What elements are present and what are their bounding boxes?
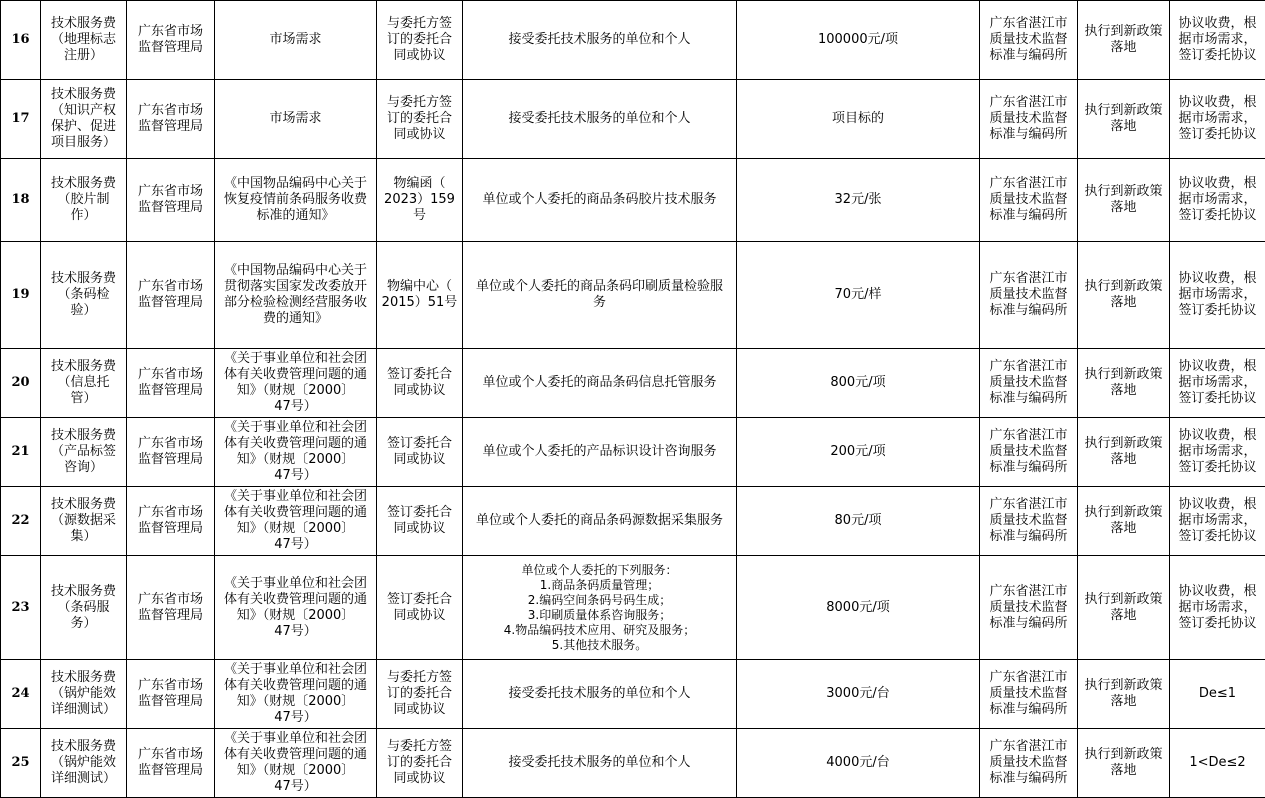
charging-unit: 广东省湛江市 质量技术监督 标准与编码所 xyxy=(980,159,1078,242)
row-number: 19 xyxy=(1,242,41,349)
row-number: 20 xyxy=(1,349,41,418)
table-row xyxy=(1,349,1265,418)
fee-item: 技术服务费 （信息托 管） xyxy=(41,349,127,418)
authority: 广东省市场 监督管理局 xyxy=(127,487,215,556)
scope: 接受委托技术服务的单位和个人 xyxy=(463,660,737,729)
document: 与委托方签 订的委托合 同或协议 xyxy=(377,1,463,80)
execution-period: 执行到新政策 落地 xyxy=(1078,80,1170,159)
charging-unit: 广东省湛江市 质量技术监督 标准与编码所 xyxy=(980,556,1078,660)
scope: 单位或个人委托的商品条码胶片技术服务 xyxy=(463,159,737,242)
document: 与委托方签 订的委托合 同或协议 xyxy=(377,729,463,798)
remark: 协议收费，根 据市场需求， 签订委托协议 xyxy=(1170,80,1265,159)
row-number: 21 xyxy=(1,418,41,487)
authority: 广东省市场 监督管理局 xyxy=(127,242,215,349)
document: 与委托方签 订的委托合 同或协议 xyxy=(377,660,463,729)
scope: 接受委托技术服务的单位和个人 xyxy=(463,729,737,798)
charging-unit: 广东省湛江市 质量技术监督 标准与编码所 xyxy=(980,1,1078,80)
basis: 《关于事业单位和社会团 体有关收费管理问题的通 知》（财规〔2000〕 47号） xyxy=(215,729,377,798)
table-row xyxy=(1,80,1265,159)
authority: 广东省市场 监督管理局 xyxy=(127,80,215,159)
authority: 广东省市场 监督管理局 xyxy=(127,556,215,660)
execution-period: 执行到新政策 落地 xyxy=(1078,729,1170,798)
remark: 协议收费，根 据市场需求， 签订委托协议 xyxy=(1170,349,1265,418)
basis: 《中国物品编码中心关于 贯彻落实国家发改委放开 部分检验检测经营服务收 费的通知》 xyxy=(215,242,377,349)
scope: 单位或个人委托的商品条码信息托管服务 xyxy=(463,349,737,418)
table-row xyxy=(1,242,1265,349)
basis: 《关于事业单位和社会团 体有关收费管理问题的通 知》（财规〔2000〕 47号） xyxy=(215,487,377,556)
document: 签订委托合 同或协议 xyxy=(377,418,463,487)
execution-period: 执行到新政策 落地 xyxy=(1078,487,1170,556)
row-number: 23 xyxy=(1,556,41,660)
row-number: 22 xyxy=(1,487,41,556)
charging-unit: 广东省湛江市 质量技术监督 标准与编码所 xyxy=(980,242,1078,349)
remark: 协议收费，根 据市场需求， 签订委托协议 xyxy=(1170,1,1265,80)
authority: 广东省市场 监督管理局 xyxy=(127,729,215,798)
basis: 《关于事业单位和社会团 体有关收费管理问题的通 知》（财规〔2000〕 47号） xyxy=(215,418,377,487)
remark: 协议收费，根 据市场需求， 签订委托协议 xyxy=(1170,487,1265,556)
table-row xyxy=(1,159,1265,242)
execution-period: 执行到新政策 落地 xyxy=(1078,556,1170,660)
basis: 《关于事业单位和社会团 体有关收费管理问题的通 知》（财规〔2000〕 47号） xyxy=(215,660,377,729)
charging-unit: 广东省湛江市 质量技术监督 标准与编码所 xyxy=(980,729,1078,798)
authority: 广东省市场 监督管理局 xyxy=(127,1,215,80)
scope: 单位或个人委托的下列服务： 1.商品条码质量管理； 2.编码空间条码号码生成； 3.印刷质量体系咨询服务； 4.物品编码技术应用、研究及服务； 5.其他技术服务。 xyxy=(463,556,737,660)
fee-standard: 3000元/台 xyxy=(737,660,980,729)
authority: 广东省市场 监督管理局 xyxy=(127,159,215,242)
fee-item: 技术服务费 （地理标志 注册） xyxy=(41,1,127,80)
scope: 接受委托技术服务的单位和个人 xyxy=(463,1,737,80)
fee-standard: 200元/项 xyxy=(737,418,980,487)
remark: 协议收费，根 据市场需求， 签订委托协议 xyxy=(1170,242,1265,349)
document: 签订委托合 同或协议 xyxy=(377,349,463,418)
row-number: 16 xyxy=(1,1,41,80)
document: 签订委托合 同或协议 xyxy=(377,556,463,660)
row-number: 25 xyxy=(1,729,41,798)
execution-period: 执行到新政策 落地 xyxy=(1078,418,1170,487)
execution-period: 执行到新政策 落地 xyxy=(1078,660,1170,729)
fee-standard: 70元/样 xyxy=(737,242,980,349)
basis: 市场需求 xyxy=(215,1,377,80)
table-row xyxy=(1,418,1265,487)
fee-item: 技术服务费 （源数据采 集） xyxy=(41,487,127,556)
remark: 协议收费，根 据市场需求， 签订委托协议 xyxy=(1170,418,1265,487)
fee-standard: 32元/张 xyxy=(737,159,980,242)
table-row xyxy=(1,729,1265,798)
table-row xyxy=(1,556,1265,660)
execution-period: 执行到新政策 落地 xyxy=(1078,1,1170,80)
remark: 1<De≤2 xyxy=(1170,729,1265,798)
fee-standard: 8000元/项 xyxy=(737,556,980,660)
fee-item: 技术服务费 （产品标签 咨询） xyxy=(41,418,127,487)
execution-period: 执行到新政策 落地 xyxy=(1078,349,1170,418)
fee-standard: 项目标的 xyxy=(737,80,980,159)
charging-unit: 广东省湛江市 质量技术监督 标准与编码所 xyxy=(980,660,1078,729)
fee-item: 技术服务费 （锅炉能效 详细测试） xyxy=(41,660,127,729)
fee-item: 技术服务费 （锅炉能效 详细测试） xyxy=(41,729,127,798)
scope: 单位或个人委托的商品条码印刷质量检验服 务 xyxy=(463,242,737,349)
basis: 《关于事业单位和社会团 体有关收费管理问题的通 知》（财规〔2000〕 47号） xyxy=(215,349,377,418)
document: 物编函（ 2023）159号 xyxy=(377,159,463,242)
fee-item: 技术服务费 （条码服 务） xyxy=(41,556,127,660)
table-row xyxy=(1,660,1265,729)
fee-item: 技术服务费 （胶片制 作） xyxy=(41,159,127,242)
scope: 单位或个人委托的商品条码源数据采集服务 xyxy=(463,487,737,556)
basis: 市场需求 xyxy=(215,80,377,159)
remark: 协议收费，根 据市场需求， 签订委托协议 xyxy=(1170,556,1265,660)
remark: De≤1 xyxy=(1170,660,1265,729)
row-number: 24 xyxy=(1,660,41,729)
fee-item: 技术服务费 （条码检 验） xyxy=(41,242,127,349)
fee-item: 技术服务费 （知识产权 保护、促进 项目服务） xyxy=(41,80,127,159)
basis: 《关于事业单位和社会团 体有关收费管理问题的通 知》（财规〔2000〕 47号） xyxy=(215,556,377,660)
fee-standard: 4000元/台 xyxy=(737,729,980,798)
execution-period: 执行到新政策 落地 xyxy=(1078,242,1170,349)
authority: 广东省市场 监督管理局 xyxy=(127,418,215,487)
row-number: 18 xyxy=(1,159,41,242)
charging-unit: 广东省湛江市 质量技术监督 标准与编码所 xyxy=(980,418,1078,487)
execution-period: 执行到新政策 落地 xyxy=(1078,159,1170,242)
basis: 《中国物品编码中心关于 恢复疫情前条码服务收费 标准的通知》 xyxy=(215,159,377,242)
document: 与委托方签 订的委托合 同或协议 xyxy=(377,80,463,159)
charging-unit: 广东省湛江市 质量技术监督 标准与编码所 xyxy=(980,349,1078,418)
authority: 广东省市场 监督管理局 xyxy=(127,660,215,729)
table-row xyxy=(1,487,1265,556)
fee-standard: 80元/项 xyxy=(737,487,980,556)
document: 签订委托合 同或协议 xyxy=(377,487,463,556)
charging-unit: 广东省湛江市 质量技术监督 标准与编码所 xyxy=(980,80,1078,159)
scope: 单位或个人委托的产品标识设计咨询服务 xyxy=(463,418,737,487)
scope: 接受委托技术服务的单位和个人 xyxy=(463,80,737,159)
remark: 协议收费，根 据市场需求， 签订委托协议 xyxy=(1170,159,1265,242)
row-number: 17 xyxy=(1,80,41,159)
authority: 广东省市场 监督管理局 xyxy=(127,349,215,418)
charging-unit: 广东省湛江市 质量技术监督 标准与编码所 xyxy=(980,487,1078,556)
fee-standard: 800元/项 xyxy=(737,349,980,418)
fee-standard: 100000元/项 xyxy=(737,1,980,80)
document: 物编中心（ 2015）51号 xyxy=(377,242,463,349)
table-row xyxy=(1,1,1265,80)
